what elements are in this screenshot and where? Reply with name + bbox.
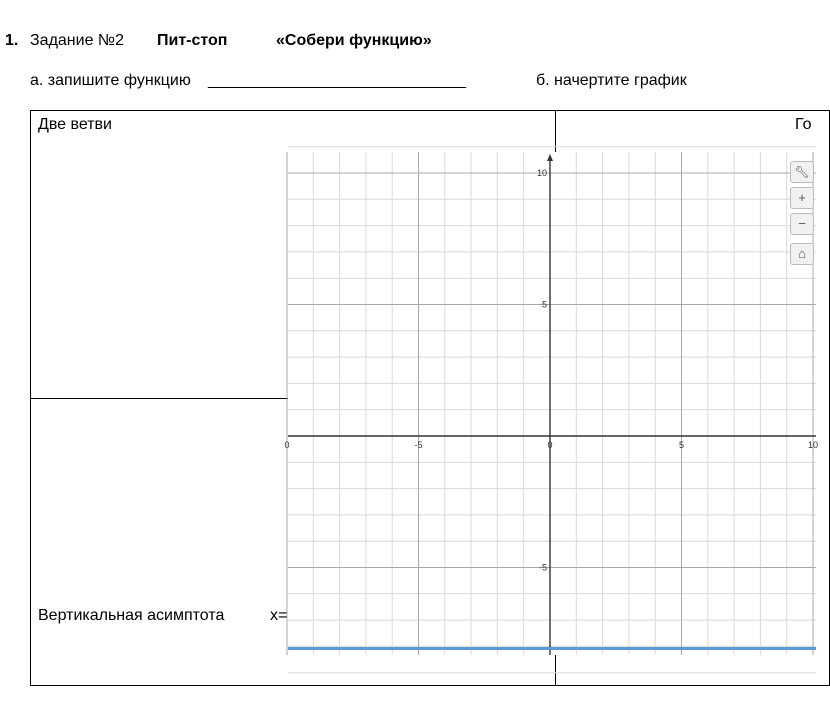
instruction-b: б. начертите график <box>536 72 687 89</box>
task-label: Задание №2 <box>30 32 124 49</box>
settings-button[interactable] <box>790 161 814 183</box>
task-title: Пит-стоп <box>157 32 228 49</box>
y-tick-label: 10 <box>536 168 547 178</box>
grid-minor-lines <box>288 147 830 673</box>
y-tick-label: 5 <box>541 299 547 310</box>
graph-bottom-edge <box>288 647 816 650</box>
home-button[interactable] <box>790 243 814 265</box>
task-number: 1. <box>5 32 19 49</box>
x-tick-label: 10 <box>807 440 819 450</box>
coordinate-plane[interactable] <box>284 152 819 655</box>
task-subtitle: «Собери функцию» <box>276 32 432 49</box>
minus-icon: − <box>798 216 806 231</box>
table-row-divider-left <box>30 398 288 399</box>
x-tick-label: 0 <box>547 440 553 450</box>
y-axis-arrow-icon <box>547 154 553 161</box>
axes <box>288 154 819 655</box>
cell-right-label: Го <box>795 116 812 133</box>
wrench-icon: 🔧︎ <box>794 165 810 179</box>
plus-icon: + <box>798 190 806 205</box>
zoom-in-button[interactable] <box>790 187 814 209</box>
home-icon: ⌂ <box>798 246 806 261</box>
x-tick-label: 5 <box>678 440 685 450</box>
x-tick-label: 0 <box>284 440 290 450</box>
asymptote-x-label[interactable]: x= <box>270 607 288 624</box>
tick-labels <box>284 168 818 573</box>
function-answer-blank[interactable]: _____________________________ <box>208 72 467 89</box>
graph-widget[interactable] <box>284 152 819 655</box>
cell-branches-label: Две ветви <box>38 116 112 133</box>
y-tick-label: -5 <box>538 562 547 573</box>
x-tick-label: -5 <box>414 440 423 450</box>
asymptote-label: Вертикальная асимптота <box>38 607 225 624</box>
instruction-a: а. запишите функцию <box>30 72 191 89</box>
zoom-out-button[interactable] <box>790 213 814 235</box>
